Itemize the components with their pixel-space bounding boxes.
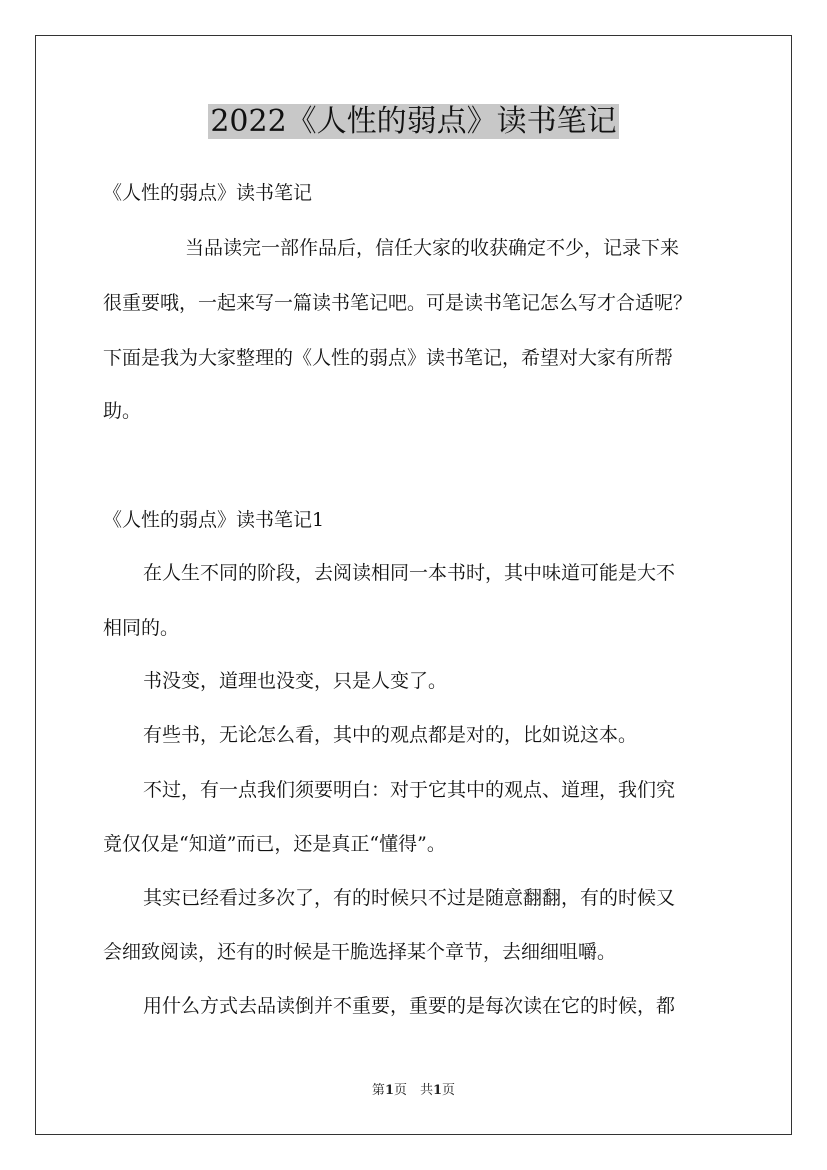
intro-line: 下面是我为大家整理的《人性的弱点》读书笔记，希望对大家有所帮 xyxy=(103,347,674,369)
body-line: 在人生不同的阶段，去阅读相同一本书时，其中味道可能是大不 xyxy=(143,562,676,584)
intro-line: 很重要哦，一起来写一篇读书笔记吧。可是读书笔记怎么写才合适呢？ xyxy=(103,292,693,314)
body-line: 其实已经看过多次了，有的时候只不过是随意翻翻，有的时候又 xyxy=(143,887,676,909)
page-footer xyxy=(0,1082,827,1100)
document-title xyxy=(0,100,827,144)
body-line: 用什么方式去品读倒并不重要，重要的是每次读在它的时候，都 xyxy=(143,995,676,1017)
document-subtitle: 《人性的弱点》读书笔记 xyxy=(103,182,313,204)
body-line: 书没变，道理也没变，只是人变了。 xyxy=(143,670,448,692)
footer-page-suffix: 页 xyxy=(442,1083,456,1098)
body-line: 竟仅仅是“知道”而已，还是真正“懂得”。 xyxy=(103,833,446,855)
section-heading: 《人性的弱点》读书笔记1 xyxy=(103,509,325,531)
footer-page-prefix: 第 xyxy=(371,1083,385,1098)
document-title-text: 2022《人性的弱点》读书笔记 xyxy=(210,104,617,139)
body-line: 有些书，无论怎么看，其中的观点都是对的，比如说这本。 xyxy=(143,724,638,746)
footer-page-total: 1 xyxy=(433,1083,443,1098)
body-line: 不过，有一点我们须要明白：对于它其中的观点、道理，我们究 xyxy=(143,779,676,801)
intro-line: 助。 xyxy=(103,400,142,422)
intro-line: 当品读完一部作品后，信任大家的收获确定不少，记录下来 xyxy=(185,237,680,259)
body-line: 会细致阅读，还有的时候是干脆选择某个章节，去细细咀嚼。 xyxy=(103,941,617,963)
body-line: 相同的。 xyxy=(103,617,180,639)
footer-page-mid: 页 共 xyxy=(393,1083,433,1098)
footer-page-current: 1 xyxy=(384,1083,394,1098)
